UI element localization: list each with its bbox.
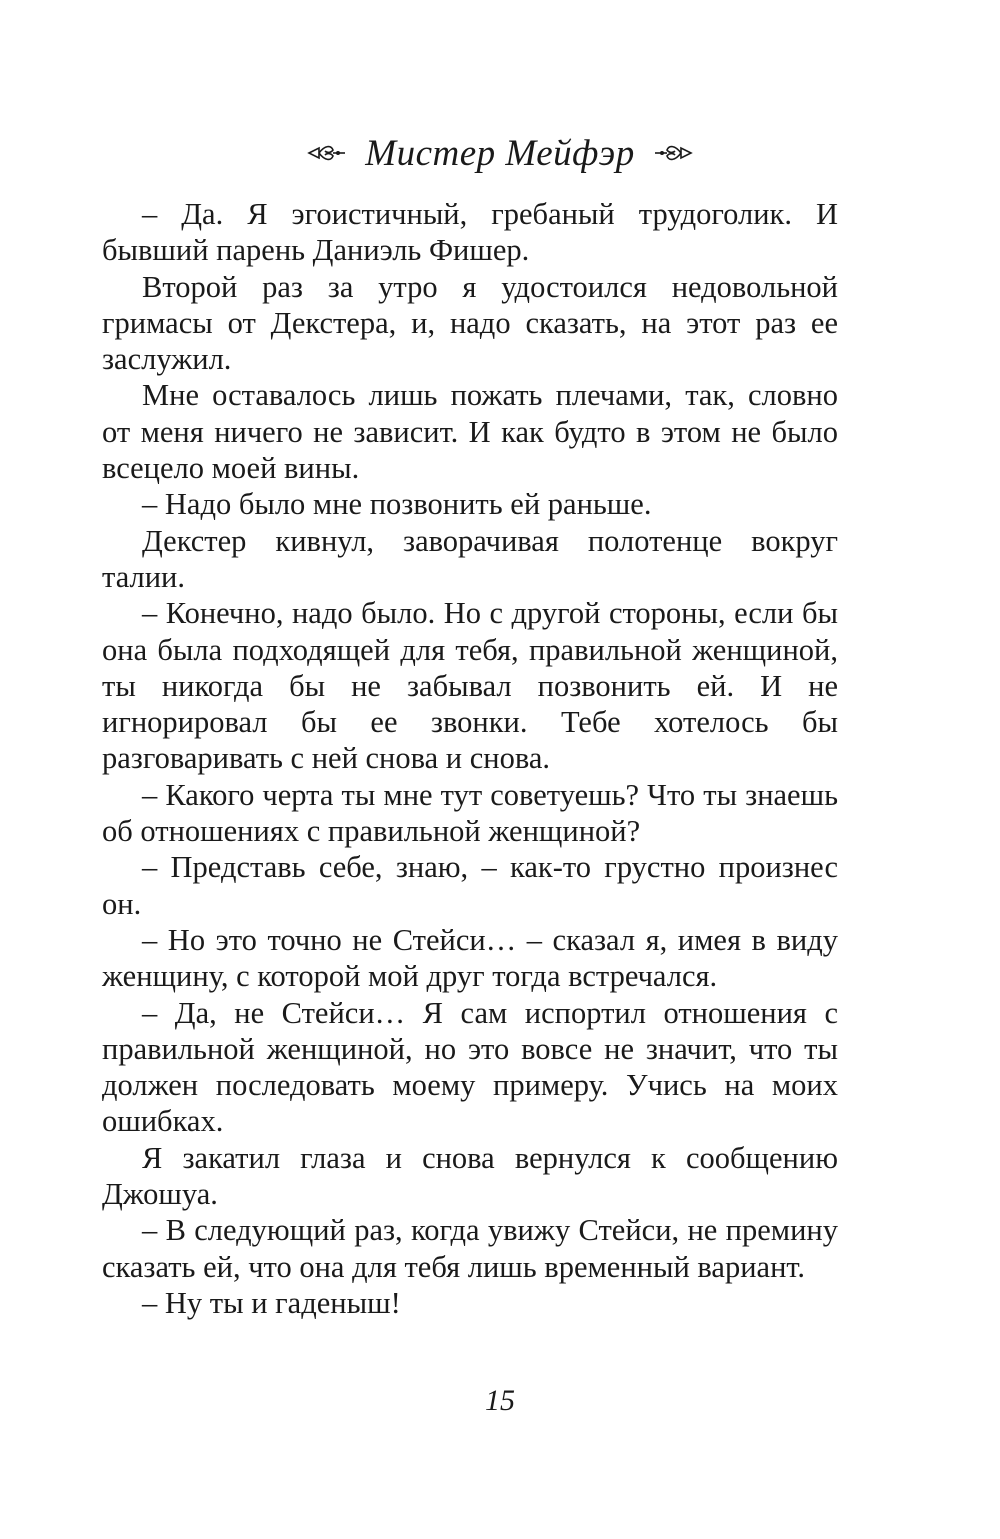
paragraph: Второй раз за утро я удостоился недовольной гримасы от Декстера, и, надо сказать, на этот раз ее заслужил.	[102, 269, 838, 377]
paragraph: – Да, не Стейси… Я сам испортил отношения с правильной женщиной, но это вовсе не значит, что ты должен последовать моему примеру. Учись на моих ошибках.	[102, 995, 838, 1139]
paragraph: Мне оставалось лишь пожать плечами, так, словно от меня ничего не зависит. И как будто в этом не было всецело моей вины.	[102, 378, 838, 486]
running-header	[0, 128, 1000, 178]
fleuron-right-icon	[653, 142, 693, 164]
paragraph: – Какого черта ты мне тут советуешь? Что ты знаешь об отношениях с правильной женщиной?	[102, 777, 838, 849]
paragraph: Я закатил глаза и снова вернулся к сообщению Джошуа.	[102, 1140, 838, 1212]
body-text	[102, 196, 838, 1321]
paragraph: – Конечно, надо было. Но с другой стороны, если бы она была подходящей для тебя, правильной женщиной, ты никогда бы не забывал позвонить ей. И не игнорировал бы ее звонки. Тебе хотелось бы разговаривать с ней снова и снова.	[102, 596, 838, 776]
running-title: Мистер Мейфэр	[365, 132, 635, 174]
paragraph: – Ну ты и гаденыш!	[142, 1285, 401, 1320]
paragraph: – В следующий раз, когда увижу Стейси, не премину сказать ей, что она для тебя лишь временный вариант.	[102, 1213, 838, 1284]
paragraph: – Представь себе, знаю, – как-то грустно произнес он.	[102, 850, 838, 921]
paragraph: – Но это точно не Стейси… – сказал я, имея в виду женщину, с которой мой друг тогда встречался.	[102, 922, 838, 994]
paragraph: – Да. Я эгоистичный, гребаный трудоголик. И бывший парень Даниэль Фишер.	[102, 197, 838, 268]
fleuron-left-icon	[307, 142, 347, 164]
paragraph: – Надо было мне позвонить ей раньше.	[142, 487, 652, 522]
page-number: 15	[485, 1384, 515, 1417]
paragraph: Декстер кивнул, заворачивая полотенце вокруг талии.	[102, 523, 838, 594]
